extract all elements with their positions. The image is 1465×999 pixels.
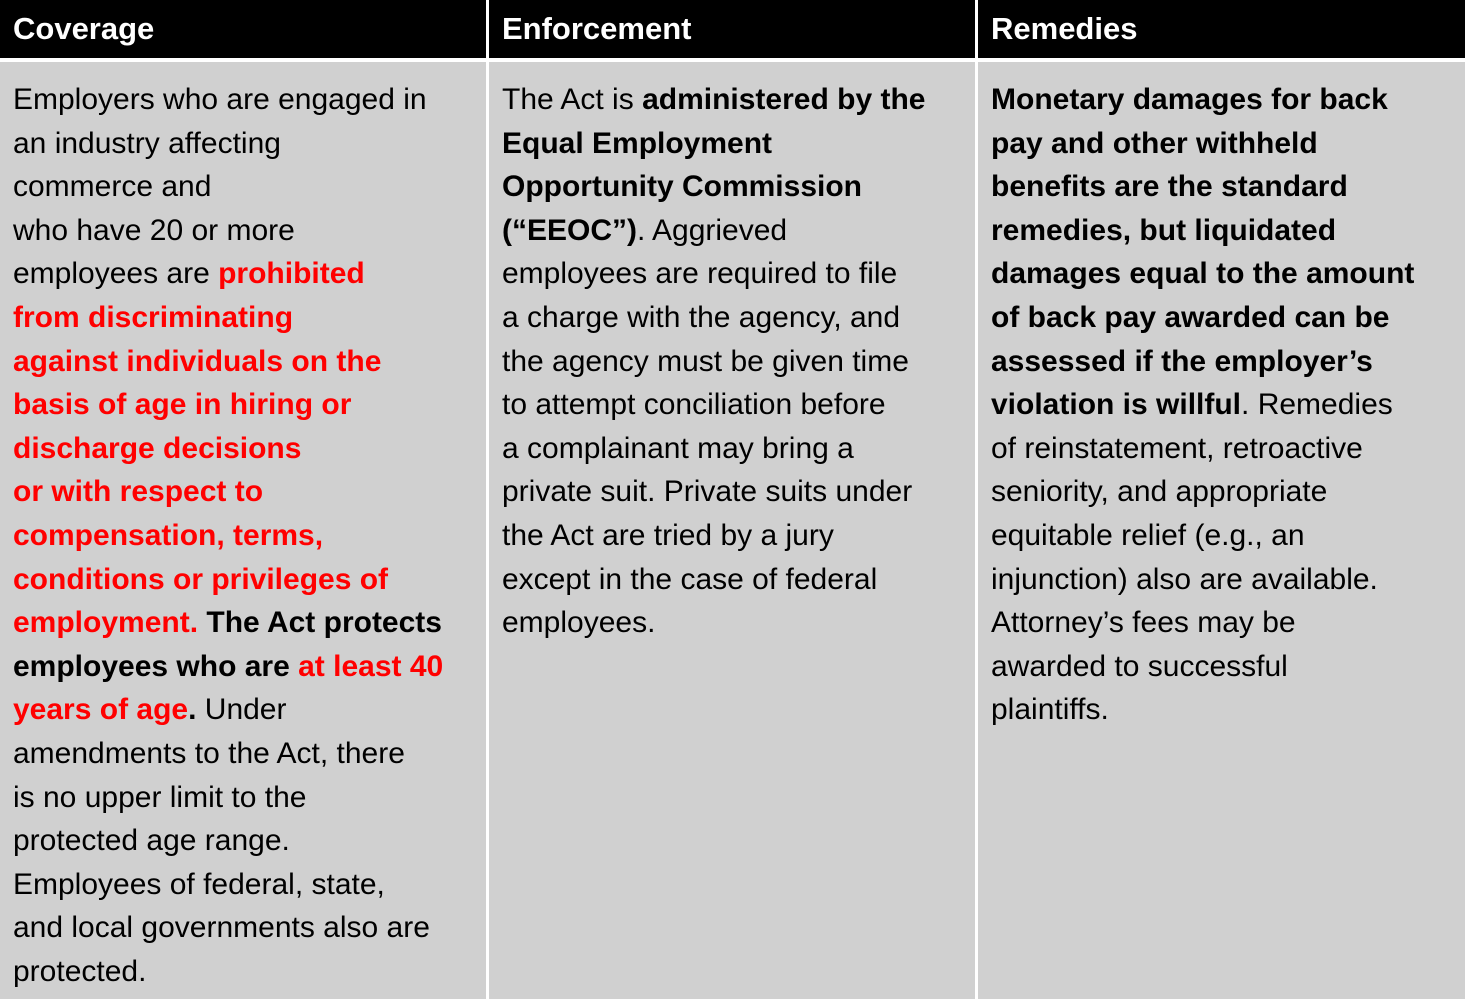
enforcement-text-run: the agency must be given time xyxy=(502,344,909,378)
coverage-text-run: amendments to the Act, there xyxy=(13,736,405,770)
enforcement-line xyxy=(502,383,965,427)
remedies-cell xyxy=(975,58,1465,999)
remedies-text-run: seniority, and appropriate xyxy=(991,475,1328,509)
coverage-text-run: is no upper limit to the xyxy=(13,780,307,814)
coverage-text-run: Employers who are engaged in xyxy=(13,83,427,116)
coverage-line xyxy=(13,732,476,776)
remedies-text-run: of back pay awarded can be xyxy=(991,300,1390,334)
coverage-text-run: Employees of federal, state, xyxy=(13,867,385,901)
coverage-line xyxy=(13,558,476,602)
enforcement-text-run: employees are required to file xyxy=(502,257,898,291)
coverage-line xyxy=(13,906,476,950)
remedies-text-run: benefits are the standard xyxy=(991,170,1348,204)
enforcement-text-run: the Act are tried by a jury xyxy=(502,518,834,552)
enforcement-line xyxy=(502,601,965,645)
enforcement-text-run: to attempt conciliation before xyxy=(502,388,886,422)
remedies-line xyxy=(991,558,1455,602)
coverage-line xyxy=(13,514,476,558)
enforcement-line xyxy=(502,122,965,166)
enforcement-text-run: a complainant may bring a xyxy=(502,431,854,465)
coverage-line xyxy=(13,776,476,820)
coverage-text-run: employees are xyxy=(13,257,219,291)
coverage-text-run: an industry affecting xyxy=(13,126,281,160)
enforcement-text-run: The Act is xyxy=(502,83,643,116)
coverage-text-run: discharge decisions xyxy=(13,431,302,465)
remedies-line xyxy=(991,165,1455,209)
remedies-line xyxy=(991,470,1455,514)
coverage-text-run: employees who are xyxy=(13,649,299,683)
remedies-text-run: Monetary damages for back xyxy=(991,83,1388,116)
coverage-text-run: who have 20 or more xyxy=(13,213,295,247)
enforcement-line xyxy=(502,470,965,514)
enforcement-line xyxy=(502,209,965,253)
remedies-line xyxy=(991,209,1455,253)
coverage-line xyxy=(13,165,476,209)
enforcement-cell xyxy=(486,58,975,999)
remedies-line xyxy=(991,296,1455,340)
enforcement-text-run: private suit. Private suits under xyxy=(502,475,913,509)
enforcement-text-run: administered by the xyxy=(642,83,926,116)
remedies-text-run: damages equal to the amount xyxy=(991,257,1415,291)
coverage-line xyxy=(13,470,476,514)
coverage-text-run: from discriminating xyxy=(13,300,294,334)
coverage-line xyxy=(13,122,476,166)
header-remedies: Remedies xyxy=(975,0,1465,58)
remedies-text-run: plaintiffs. xyxy=(991,693,1109,727)
enforcement-line xyxy=(502,427,965,471)
remedies-line xyxy=(991,427,1455,471)
coverage-line xyxy=(13,819,476,863)
remedies-text-run: . Remedies xyxy=(1241,388,1393,422)
coverage-line xyxy=(13,340,476,384)
coverage-text-run: protected age range. xyxy=(13,824,290,858)
coverage-text-run: basis of age in hiring or xyxy=(13,388,352,422)
coverage-line xyxy=(13,601,476,645)
coverage-text-run: The Act protects xyxy=(198,606,442,640)
header-enforcement: Enforcement xyxy=(486,0,975,58)
coverage-line xyxy=(13,427,476,471)
coverage-text-run: protected. xyxy=(13,954,147,988)
enforcement-line xyxy=(502,78,965,122)
remedies-line xyxy=(991,78,1455,122)
enforcement-line xyxy=(502,296,965,340)
coverage-text-run: employment. xyxy=(13,606,199,640)
remedies-line xyxy=(991,645,1455,689)
coverage-text-run: prohibited xyxy=(218,257,365,291)
coverage-text-run: . xyxy=(188,693,197,727)
coverage-line xyxy=(13,950,476,994)
enforcement-line xyxy=(502,165,965,209)
coverage-line xyxy=(13,688,476,732)
remedies-text-run: injunction) also are available. xyxy=(991,562,1378,596)
remedies-line xyxy=(991,252,1455,296)
coverage-text-run: conditions or privileges of xyxy=(13,562,389,596)
enforcement-text-run: Equal Employment xyxy=(502,126,773,160)
enforcement-line xyxy=(502,340,965,384)
enforcement-line xyxy=(502,252,965,296)
remedies-text-run: pay and other withheld xyxy=(991,126,1318,160)
coverage-text-run: or with respect to xyxy=(13,475,264,509)
coverage-line xyxy=(13,863,476,907)
remedies-text-run: of reinstatement, retroactive xyxy=(991,431,1363,465)
remedies-line xyxy=(991,601,1455,645)
coverage-text-run: and local governments also are xyxy=(13,911,430,945)
enforcement-line xyxy=(502,558,965,602)
remedies-text-run: equitable relief (e.g., an xyxy=(991,518,1305,552)
remedies-text-run: remedies, but liquidated xyxy=(991,213,1337,247)
coverage-text-run: at least 40 xyxy=(298,649,444,683)
remedies-text-run: Attorney’s fees may be xyxy=(991,606,1296,640)
enforcement-text-run: except in the case of federal xyxy=(502,562,878,596)
coverage-line xyxy=(13,78,476,122)
remedies-line xyxy=(991,122,1455,166)
coverage-text-run: against individuals on the xyxy=(13,344,382,378)
remedies-line xyxy=(991,383,1455,427)
enforcement-text-run: employees. xyxy=(502,606,656,640)
coverage-text-run: compensation, terms, xyxy=(13,518,324,552)
coverage-text-run: years of age xyxy=(13,693,189,727)
coverage-line xyxy=(13,252,476,296)
header-coverage: Coverage xyxy=(0,0,486,58)
enforcement-text-run: . Aggrieved xyxy=(637,213,788,247)
coverage-line xyxy=(13,296,476,340)
remedies-line xyxy=(991,514,1455,558)
coverage-line xyxy=(13,209,476,253)
remedies-line xyxy=(991,340,1455,384)
remedies-text-run: assessed if the employer’s xyxy=(991,344,1373,378)
remedies-line xyxy=(991,688,1455,732)
coverage-cell xyxy=(0,58,486,999)
enforcement-text-run: a charge with the agency, and xyxy=(502,300,901,334)
remedies-text-run: violation is willful xyxy=(991,388,1242,422)
coverage-line xyxy=(13,383,476,427)
enforcement-text-run: (“EEOC”) xyxy=(502,213,637,247)
coverage-text-run: Under xyxy=(196,693,287,727)
coverage-line xyxy=(13,645,476,689)
enforcement-text-run: Opportunity Commission xyxy=(502,170,862,204)
coverage-text-run: commerce and xyxy=(13,170,212,204)
enforcement-line xyxy=(502,514,965,558)
remedies-text-run: awarded to successful xyxy=(991,649,1288,683)
